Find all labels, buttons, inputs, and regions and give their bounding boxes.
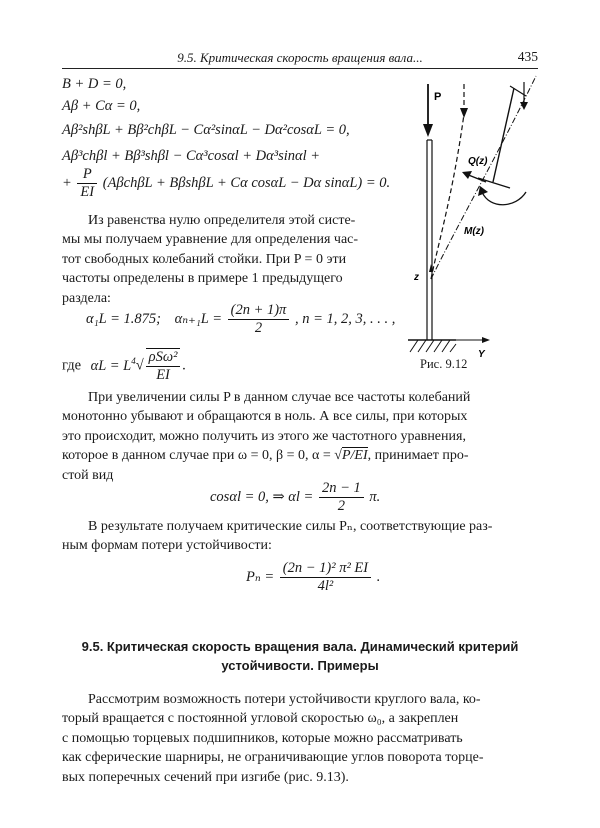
formula-cos	[210, 480, 380, 516]
equation-2: Aβ + Cα = 0,	[62, 98, 141, 114]
section-heading	[62, 637, 538, 675]
paragraph-1-line-3: тот свободных колебаний стойки. При P = 0 эти	[62, 251, 347, 267]
formula-pn-lhs: Pₙ =	[246, 569, 275, 586]
paragraph-4-line-4: как сферические шарниры, не ограничивающие углов поворота торце-	[62, 750, 484, 766]
formula-pn-numerator: (2n − 1)² π² EI	[280, 560, 371, 578]
formula-alpha-denominator: 2	[254, 320, 263, 337]
formula-where-root-index: 4	[131, 355, 136, 366]
deflected-shape-1	[431, 114, 464, 279]
deflected-shape-2	[431, 76, 536, 279]
paragraph-1-line-4: частоты определены в примере 1 предыдущего	[62, 271, 343, 287]
label-m: M(z)	[464, 226, 484, 237]
y-axis-arrowhead	[482, 337, 490, 343]
page-number: 435	[517, 49, 538, 64]
formula-where: где $\alpha L = L^4√$ $\frac{\text{ρSω²}}{EI}$ .	[62, 349, 187, 384]
paragraph-2-line-4-sqrt: P/EI	[341, 448, 368, 464]
equation-5-denominator: EI	[80, 184, 95, 201]
paragraph-4-line-5: вых поперечных сечений при изгибе (рис. 9.13).	[62, 769, 349, 785]
paragraph-4-line-2: торый вращается с постоянной угловой скоростью ω₀, а закреплен	[62, 711, 459, 727]
formula-alpha-numerator: (2n + 1)π	[228, 302, 290, 320]
equation-5-numerator: P	[77, 166, 97, 184]
label-y: Y	[478, 349, 485, 360]
paragraph-1-line-5: раздела:	[62, 290, 111, 306]
formula-cos-fraction	[319, 480, 364, 516]
formula-where-numerator: ρSω²	[146, 349, 181, 367]
label-q: Q(z)	[468, 156, 488, 167]
paragraph-4	[62, 690, 538, 787]
formula-where-lhs: αL = L	[90, 357, 132, 374]
paragraph-2-line-1: При увеличении силы P в данном случае все частоты колебаний	[88, 390, 471, 405]
segment-axis	[493, 88, 514, 182]
paragraph-2-line-2: монотонно убывают и обращаются в ноль. А все силы, при которых	[62, 409, 468, 425]
formula-where-prefix: где	[62, 357, 82, 374]
support-hatching	[410, 340, 456, 352]
formula-pn-denominator: 4l²	[317, 578, 334, 595]
shear-arrowhead	[462, 171, 472, 179]
formula-alpha-part-1: α₁L = 1.875;	[86, 311, 161, 328]
paragraph-2-line-4: которое в данном случае при ω = 0, β = 0, α = √P/EI, принимает про-	[62, 448, 469, 464]
formula-alpha-fraction	[228, 302, 290, 338]
paragraph-4-line-3: с помощью торцевых подшипников, которые можно рассматривать	[62, 730, 463, 746]
formula-cos-numerator: 2n − 1	[319, 480, 364, 498]
equation-5: + $\frac{P}{EI}$ (AβchβL + BβshβL + Cα cosαL − Dα sinαL) = 0.	[62, 166, 391, 201]
section-heading-line-1: 9.5. Критическая скорость вращения вала. Динамический критерий	[81, 639, 519, 654]
formula-alpha-part-2: αₙ₊₁L =	[174, 311, 222, 328]
moment-arc	[482, 192, 526, 205]
figure-caption: Рис. 9.12	[420, 357, 468, 371]
paragraph-2-line-4-a: которое в данном случае при ω = 0, β = 0, α =	[62, 448, 331, 464]
paragraph-2-line-3: это происходит, можно получить из этого же частотного уравнения,	[62, 428, 466, 444]
paragraph-3	[62, 517, 538, 556]
force-arrow-head	[423, 124, 433, 137]
paragraph-3-line-1: В результате получаем критические силы Pₙ, соответствующие раз-	[88, 519, 493, 534]
label-z: z	[414, 272, 419, 283]
paragraph-3-line-2: ным формам потери устойчивости:	[62, 538, 272, 554]
formula-where-fraction	[146, 348, 181, 385]
formula-alpha	[86, 302, 395, 338]
paragraph-1	[62, 211, 402, 308]
formula-cos-suffix: π.	[369, 489, 381, 506]
paragraph-2-line-4-b: , принимает про-	[367, 448, 469, 464]
equation-5-rest: (AβchβL + BβshβL + Cα cosαL − Dα sinαL) = 0.	[102, 175, 391, 192]
equation-3: Aβ²shβL + Bβ²chβL − Cα²sinαL − Dα²cosαL = 0,	[62, 122, 350, 138]
paragraph-1-line-1: Из равенства нулю определителя этой систе-	[88, 213, 356, 228]
paragraph-1-line-2: мы мы получаем уравнение для определения час-	[62, 232, 359, 248]
paragraph-4-line-1: Рассмотрим возможность потери устойчивости круглого вала, ко-	[88, 692, 481, 707]
formula-pn-fraction	[280, 560, 371, 596]
equation-5-fraction	[77, 166, 97, 202]
header-rule	[62, 68, 538, 69]
formula-where-suffix: .	[182, 357, 187, 374]
deflected-force-head	[460, 108, 468, 118]
section-heading-line-2: устойчивости. Примеры	[221, 658, 379, 673]
formula-where-denominator: EI	[156, 367, 170, 384]
running-title: 9.5. Критическая скорость вращения вала...	[177, 50, 423, 65]
formula-cos-denominator: 2	[337, 498, 345, 515]
formula-pn-suffix: .	[376, 569, 381, 586]
paragraph-2	[62, 388, 538, 485]
equation-1: B + D = 0,	[62, 76, 127, 92]
equation-4: Aβ³chβl + Bβ³shβl − Cα³cosαl + Dα³sinαl +	[62, 148, 321, 164]
paragraph-2-line-5: стой вид	[62, 467, 114, 483]
formula-cos-lhs: cosαl = 0, ⇒ αl =	[210, 489, 314, 506]
figure-9-12	[398, 74, 548, 364]
formula-pn	[246, 560, 380, 596]
formula-alpha-part-3: , n = 1, 2, 3, . . . ,	[294, 311, 396, 328]
label-p: P	[434, 91, 442, 103]
